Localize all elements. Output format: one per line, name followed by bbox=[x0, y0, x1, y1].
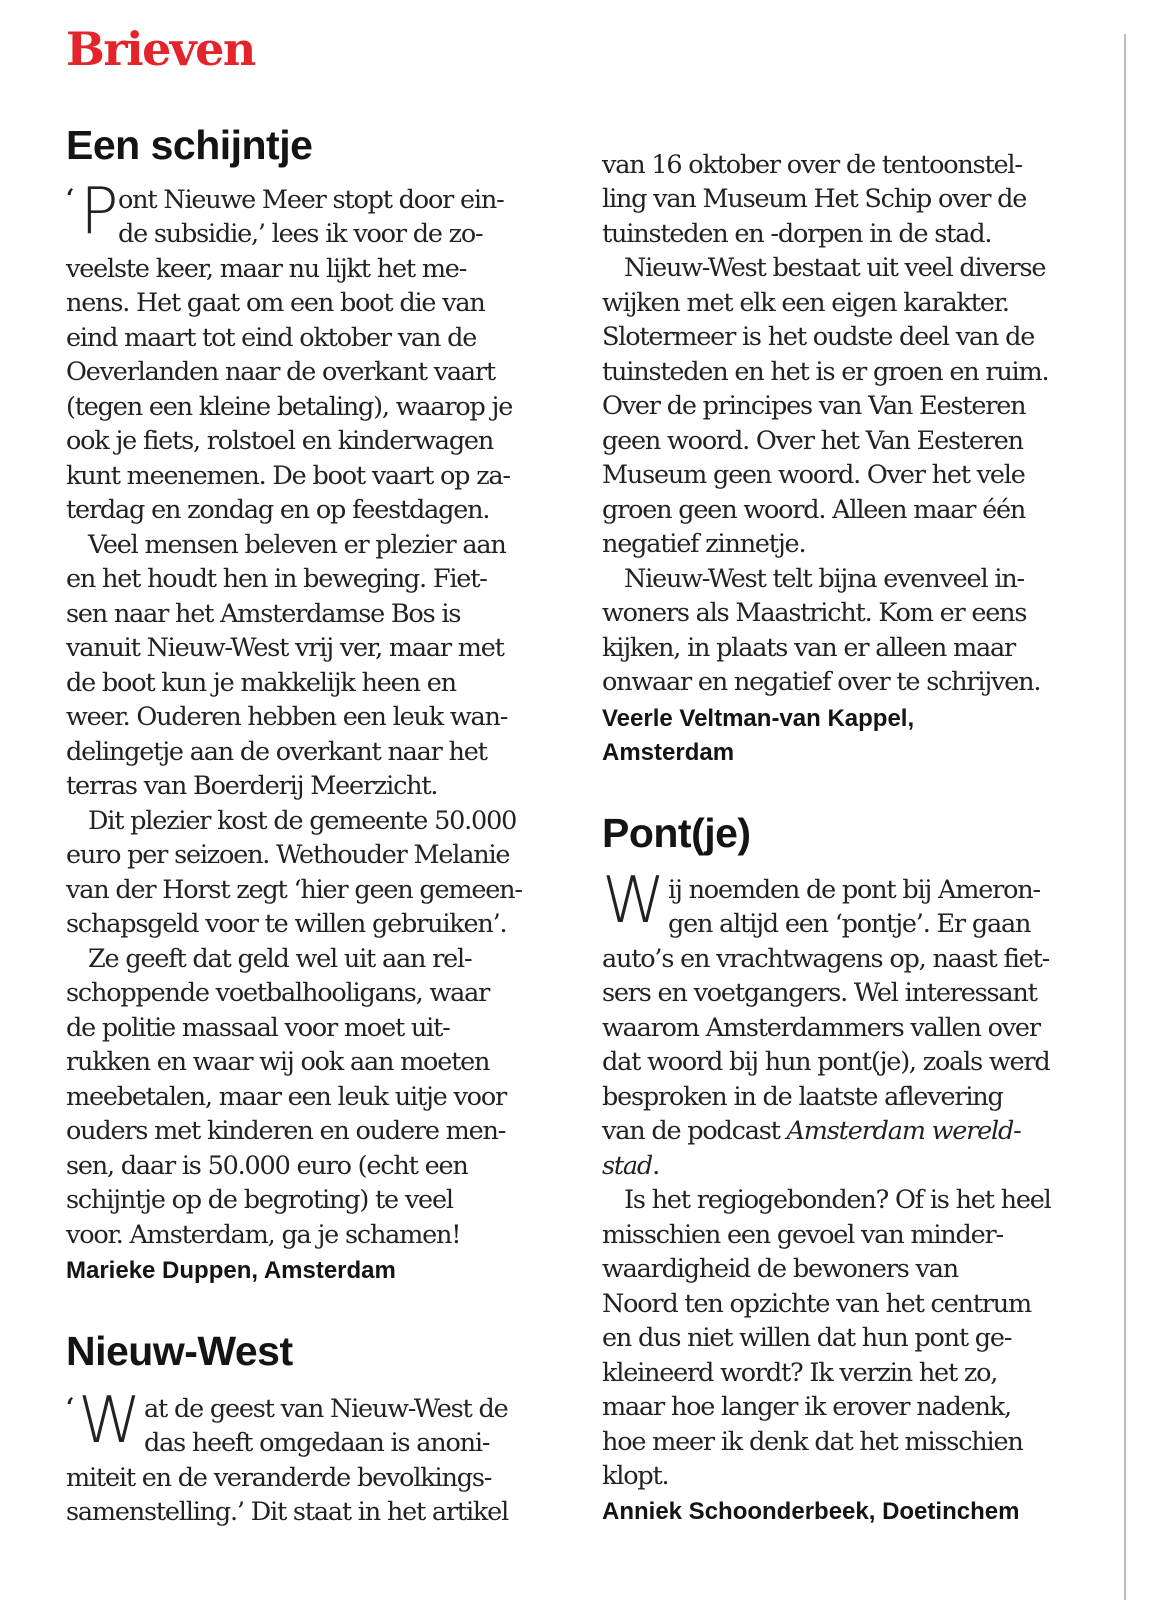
letter-byline: Veerle Veltman-van Kappel, bbox=[602, 705, 915, 732]
text-line: Museum geen woord. Over het vele bbox=[602, 460, 1025, 490]
text-line: nens. Het gaat om een boot die van bbox=[66, 288, 485, 318]
letter-byline: Marieke Duppen, Amsterdam bbox=[66, 1257, 396, 1284]
drop-cap: W bbox=[78, 1384, 142, 1458]
text-line: weer. Ouderen hebben een leuk wan- bbox=[66, 702, 508, 732]
letter-headline: Een schijntje bbox=[66, 122, 313, 168]
text-line: Oeverlanden naar de overkant vaart bbox=[66, 357, 495, 387]
drop-cap: P bbox=[80, 175, 119, 249]
text-line: hoe meer ik denk dat het misschien bbox=[602, 1427, 1023, 1457]
text-line: de subsidie,’ lees ik voor de zo- bbox=[118, 219, 483, 249]
text-segment: . bbox=[652, 1151, 659, 1181]
text-line: kijken, in plaats van er alleen maar bbox=[602, 633, 1016, 663]
drop-cap: W bbox=[602, 864, 666, 938]
text-line: ij noemden de pont bij Ameron- bbox=[668, 875, 1040, 905]
letter-byline: Anniek Schoonderbeek, Doetinchem bbox=[602, 1498, 1020, 1525]
text-line: Nieuw-West bestaat uit veel diverse bbox=[624, 253, 1046, 283]
text-line: sen, daar is 50.000 euro (echt een bbox=[66, 1151, 468, 1181]
text-line: onwaar en negatief over te schrijven. bbox=[602, 667, 1041, 697]
text-line: schapsgeld voor te willen gebruiken’. bbox=[66, 909, 507, 939]
text-line: besproken in de laatste aflevering bbox=[602, 1082, 1003, 1112]
text-line: woners als Maastricht. Kom er eens bbox=[602, 598, 1027, 628]
text-line: waarom Amsterdammers vallen over bbox=[602, 1013, 1040, 1043]
text-line: van der Horst zegt ‘hier geen gemeen- bbox=[66, 875, 522, 905]
text-line: dat woord bij hun pont(je), zoals werd bbox=[602, 1047, 1050, 1077]
text-line: Over de principes van Van Eesteren bbox=[602, 391, 1026, 421]
text-line: das heeft omgedaan is anoni- bbox=[144, 1428, 490, 1458]
text-line: ont Nieuwe Meer stopt door ein- bbox=[118, 185, 504, 215]
text-line bbox=[602, 1114, 1021, 1149]
text-line: Is het regiogebonden? Of is het heel bbox=[624, 1185, 1051, 1215]
text-line: Nieuw-West telt bijna evenveel in- bbox=[624, 564, 1024, 594]
letter-headline: Nieuw-West bbox=[66, 1328, 293, 1374]
text-line: at de geest van Nieuw-West de bbox=[144, 1394, 508, 1424]
text-line: kleineerd wordt? Ik verzin het zo, bbox=[602, 1358, 998, 1388]
text-line: misschien een gevoel van minder- bbox=[602, 1220, 1003, 1250]
text-line: negatief zinnetje. bbox=[602, 529, 806, 559]
text-line: Dit plezier kost de gemeente 50.000 bbox=[88, 806, 517, 836]
text-line: samenstelling.’ Dit staat in het artikel bbox=[66, 1497, 509, 1527]
text-line: schijntje op de begroting) te veel bbox=[66, 1185, 453, 1215]
text-line: ook je fiets, rolstoel en kinderwagen bbox=[66, 426, 494, 456]
text-line: meebetalen, maar een leuk uitje voor bbox=[66, 1082, 506, 1112]
text-line: ouders met kinderen en oudere men- bbox=[66, 1116, 506, 1146]
text-line: van 16 oktober over de tentoonstel- bbox=[602, 150, 1022, 180]
text-line: Ze geeft dat geld wel uit aan rel- bbox=[88, 944, 472, 974]
text-line: waardigheid de bewoners van bbox=[602, 1254, 958, 1284]
text-line: eind maart tot eind oktober van de bbox=[66, 323, 477, 353]
text-line: de boot kun je makkelijk heen en bbox=[66, 668, 456, 698]
podcast-title: Amsterdam wereld- bbox=[786, 1116, 1021, 1146]
section-title: Brieven bbox=[66, 22, 255, 76]
column-divider bbox=[1124, 34, 1126, 1600]
text-line: sen naar het Amsterdamse Bos is bbox=[66, 599, 461, 629]
letter-byline: Amsterdam bbox=[602, 739, 735, 766]
text-line: en dus niet willen dat hun pont ge- bbox=[602, 1323, 1012, 1353]
text-line: gen altijd een ‘pontje’. Er gaan bbox=[668, 909, 1031, 939]
text-line: groen geen woord. Alleen maar één bbox=[602, 495, 1026, 525]
opening-quote-mark: ‘ bbox=[66, 1392, 75, 1421]
text-line: (tegen een kleine betaling), waarop je bbox=[66, 392, 513, 422]
text-line: Slotermeer is het oudste deel van de bbox=[602, 322, 1035, 352]
text-line: terras van Boerderij Meerzicht. bbox=[66, 771, 438, 801]
text-line: tuinsteden en het is er groen en ruim. bbox=[602, 357, 1049, 387]
text-line: tuinsteden en -dorpen in de stad. bbox=[602, 219, 992, 249]
text-line: Veel mensen beleven er plezier aan bbox=[88, 530, 506, 560]
opening-quote-mark: ‘ bbox=[66, 183, 75, 212]
text-line: geen woord. Over het Van Eesteren bbox=[602, 426, 1023, 456]
text-line: auto’s en vrachtwagens op, naast fiet- bbox=[602, 944, 1050, 974]
text-line: sers en voetgangers. Wel interessant bbox=[602, 978, 1037, 1008]
text-line: terdag en zondag en op feestdagen. bbox=[66, 495, 490, 525]
text-line: wijken met elk een eigen karakter. bbox=[602, 288, 1009, 318]
text-line: de politie massaal voor moet uit- bbox=[66, 1013, 450, 1043]
text-line bbox=[602, 1149, 659, 1184]
text-line: klopt. bbox=[602, 1461, 669, 1491]
text-line: delingetje aan de overkant naar het bbox=[66, 737, 487, 767]
text-line: veelste keer, maar nu lijkt het me- bbox=[66, 254, 467, 284]
text-segment: van de podcast bbox=[602, 1116, 787, 1146]
text-line: vanuit Nieuw-West vrij ver, maar met bbox=[66, 633, 504, 663]
text-line: kunt meenemen. De boot vaart op za- bbox=[66, 461, 510, 491]
text-line: Noord ten opzichte van het centrum bbox=[602, 1289, 1031, 1319]
text-line: miteit en de veranderde bevolkings- bbox=[66, 1463, 492, 1493]
text-line: ling van Museum Het Schip over de bbox=[602, 184, 1027, 214]
text-line: voor. Amsterdam, ga je schamen! bbox=[66, 1220, 461, 1250]
podcast-title: stad bbox=[602, 1151, 653, 1181]
text-line: schoppende voetbalhooligans, waar bbox=[66, 978, 490, 1008]
text-line: en het houdt hen in beweging. Fiet- bbox=[66, 564, 487, 594]
text-line: maar hoe langer ik erover nadenk, bbox=[602, 1392, 1011, 1422]
letter-headline: Pont(je) bbox=[602, 810, 751, 856]
text-line: rukken en waar wij ook aan moeten bbox=[66, 1047, 490, 1077]
text-line: euro per seizoen. Wethouder Melanie bbox=[66, 840, 510, 870]
